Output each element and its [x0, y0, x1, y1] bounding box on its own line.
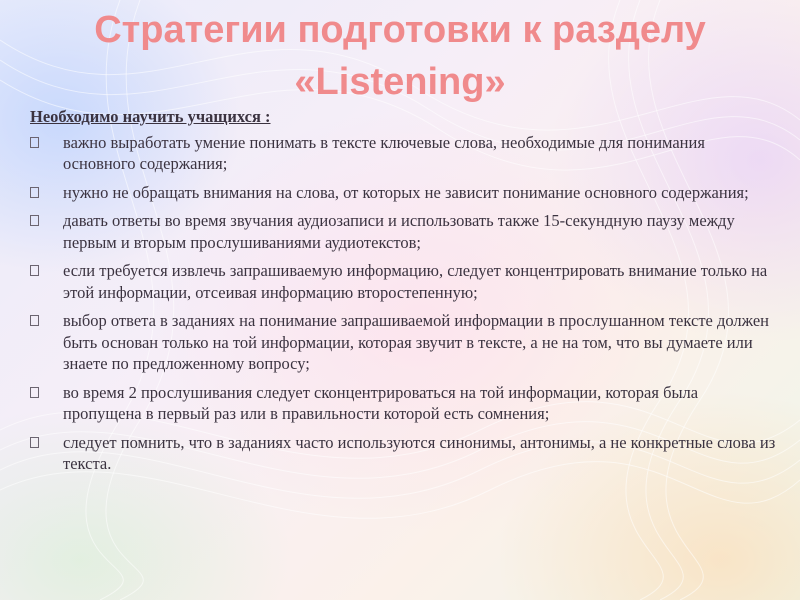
list-item-text: выбор ответа в заданиях на понимание запрашиваемой информации в прослушанном тексте должен быть основан только на той информации, которая звучит в тексте, а не на том, что вы думаете или знаете по предложенному вопросу; — [63, 311, 769, 373]
slide-title — [0, 4, 800, 108]
list-item-text: во время 2 прослушивания следует сконцентрироваться на той информации, которая была пропущена в первый раз или в правильности которой есть сомнения; — [63, 382, 699, 423]
bullet-box-icon — [30, 137, 39, 148]
strategy-list — [30, 132, 780, 475]
bullet-box-icon — [30, 315, 39, 326]
list-item — [30, 382, 780, 425]
bullet-box-icon — [30, 437, 39, 448]
list-item — [30, 210, 780, 253]
list-item — [30, 310, 780, 375]
bullet-box-icon — [30, 265, 39, 276]
intro-heading: Необходимо научить учащихся : — [30, 107, 271, 126]
list-item — [30, 432, 780, 475]
list-item — [30, 260, 780, 303]
slide-title-line-1: Стратегии подготовки к разделу — [94, 9, 706, 51]
slide-title-line-2: «Listening» — [294, 61, 506, 103]
list-item — [30, 132, 780, 175]
bullet-box-icon — [30, 187, 39, 198]
list-item-text: важно выработать умение понимать в тексте ключевые слова, необходимые для понимания основного содержания; — [63, 132, 705, 173]
list-item-text: следует помнить, что в заданиях часто используются синонимы, антонимы, а не конкретные слова из текста. — [63, 432, 776, 473]
slide-content — [30, 106, 780, 482]
list-item-text: нужно не обращать внимания на слова, от которых не зависит понимание основного содержания; — [63, 182, 749, 202]
bullet-box-icon — [30, 387, 39, 398]
list-item-text: если требуется извлечь запрашиваемую информацию, следует концентрировать внимание только на этой информации, отсеивая информацию второстепенную; — [63, 261, 768, 302]
list-item — [30, 182, 780, 204]
list-item-text: давать ответы во время звучания аудиозаписи и использовать также 15-секундную паузу между первым и вторым прослушиваниями аудиотекстов; — [63, 211, 735, 252]
bullet-box-icon — [30, 215, 39, 226]
